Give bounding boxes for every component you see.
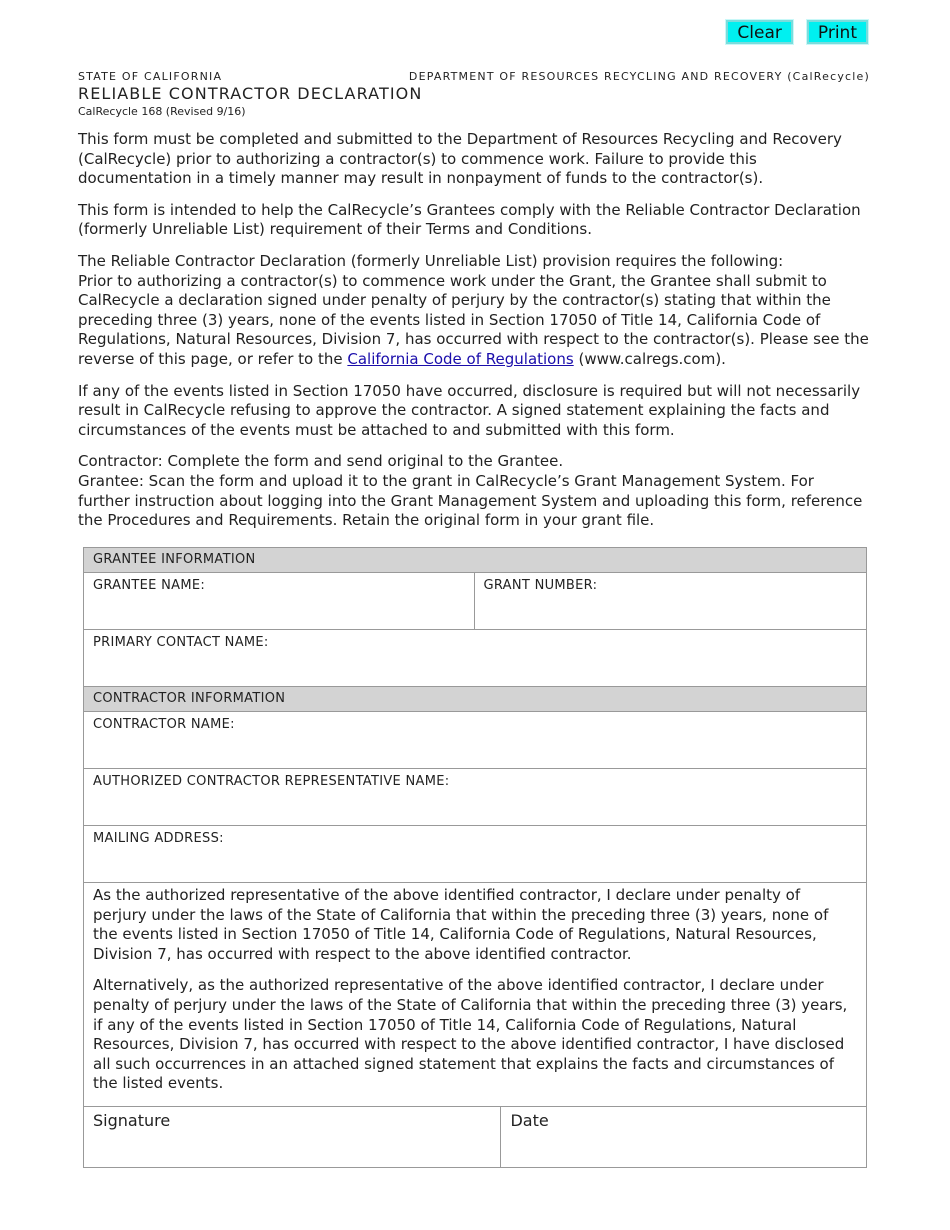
contractor-name-field[interactable]: CONTRACTOR NAME:	[84, 712, 867, 769]
grantee-name-field[interactable]: GRANTEE NAME:	[84, 573, 475, 630]
page-title: RELIABLE CONTRACTOR DECLARATION	[78, 84, 423, 103]
intro-paragraph-4: If any of the events listed in Section 17050 have occurred, disclosure is required but will not necessarily result in CalRecycle refusing to approve the contractor. A signed statement explaining the facts and circumstances of the events must be attached to and submitted with this form.	[78, 381, 861, 439]
ccr-link[interactable]: California Code of Regulations	[347, 349, 574, 368]
grant-number-field[interactable]: GRANT NUMBER:	[474, 573, 867, 630]
print-button[interactable]: Print	[807, 20, 868, 44]
intro-paragraph-2: This form is intended to help the CalRecycle’s Grantees comply with the Reliable Contractor Declaration (formerly Unreliable List) requirement of their Terms and Conditions.	[78, 200, 861, 239]
signature-field[interactable]: Signature	[84, 1106, 501, 1167]
grantee-instruction	[78, 472, 870, 531]
provision-lead: The Reliable Contractor Declaration (formerly Unreliable List) provision requires the following:	[78, 251, 784, 270]
contractor-role-label: Contractor:	[78, 452, 163, 471]
form-number: CalRecycle 168 (Revised 9/16)	[78, 105, 246, 118]
grantee-role-label: Grantee:	[78, 471, 144, 490]
date-field[interactable]: Date	[501, 1106, 867, 1167]
grantee-section-heading: GRANTEE INFORMATION	[84, 548, 867, 573]
grantee-role-text: Scan the form and upload it to the grant in CalRecycle’s Grant Management System. For further instruction about logging into the Grant Management System and uploading this form, reference the Procedures and Requirements. Retain the original form in your grant file.	[78, 471, 863, 530]
clear-button[interactable]: Clear	[726, 20, 792, 44]
provision-body: Prior to authorizing a contractor(s) to commence work under the Grant, the Grantee shall submit to CalRecycle a declaration signed under penalty of perjury by the contractor(s) stating that within the preceding three (3) years, none of the events listed in Section 17050 of Title 14, California Code of Regulations, Natural Resources, Division 7, has occurred with respect to the contractor(s). Please see the reverse of this page, or refer to the	[78, 271, 869, 368]
representative-name-field[interactable]: AUTHORIZED CONTRACTOR REPRESENTATIVE NAME:	[84, 769, 867, 826]
role-instructions	[78, 452, 870, 530]
contractor-role-text: Complete the form and send original to the Grantee.	[167, 452, 564, 471]
intro-paragraph-1: This form must be completed and submitted to the Department of Resources Recycling and Recovery (CalRecycle) prior to authorizing a contractor(s) to commence work. Failure to provide this documentation in a timely manner may result in nonpayment of funds to the contractor(s).	[78, 130, 842, 188]
declaration-paragraph-1: As the authorized representative of the above identified contractor, I declare under penalty of perjury under the laws of the State of California that within the preceding three (3) years, none of the events listed in Section 17050 of Title 14, California Code of Regulations, Natural Resources, Division 7, has occurred with respect to the above identified contractor.	[93, 886, 829, 963]
state-label: STATE OF CALIFORNIA	[78, 70, 223, 83]
declaration-form	[83, 547, 867, 1168]
contractor-instruction	[78, 452, 870, 472]
mailing-address-field[interactable]: MAILING ADDRESS:	[84, 826, 867, 883]
instructions	[78, 130, 870, 531]
primary-contact-field[interactable]: PRIMARY CONTACT NAME:	[84, 630, 867, 687]
department-label: DEPARTMENT OF RESOURCES RECYCLING AND RECOVERY (CalRecycle)	[408, 70, 870, 83]
toolbar	[726, 20, 868, 44]
provision-tail: (www.calregs.com).	[578, 349, 726, 368]
declaration-paragraph-2: Alternatively, as the authorized representative of the above identified contractor, I declare under penalty of perjury under the laws of the State of California that within the preceding three (3) years, if any of the events listed in Section 17050 of Title 14, California Code of Regulations, Natural Resources, Division 7, has occurred with respect to the above identified contractor, I have disclosed all such occurrences in an attached signed statement that explains the facts and circumstances of the listed events.	[93, 976, 848, 1093]
intro-paragraph-3	[78, 252, 870, 370]
declaration-statement	[84, 883, 867, 1107]
contractor-section-heading: CONTRACTOR INFORMATION	[84, 687, 867, 712]
